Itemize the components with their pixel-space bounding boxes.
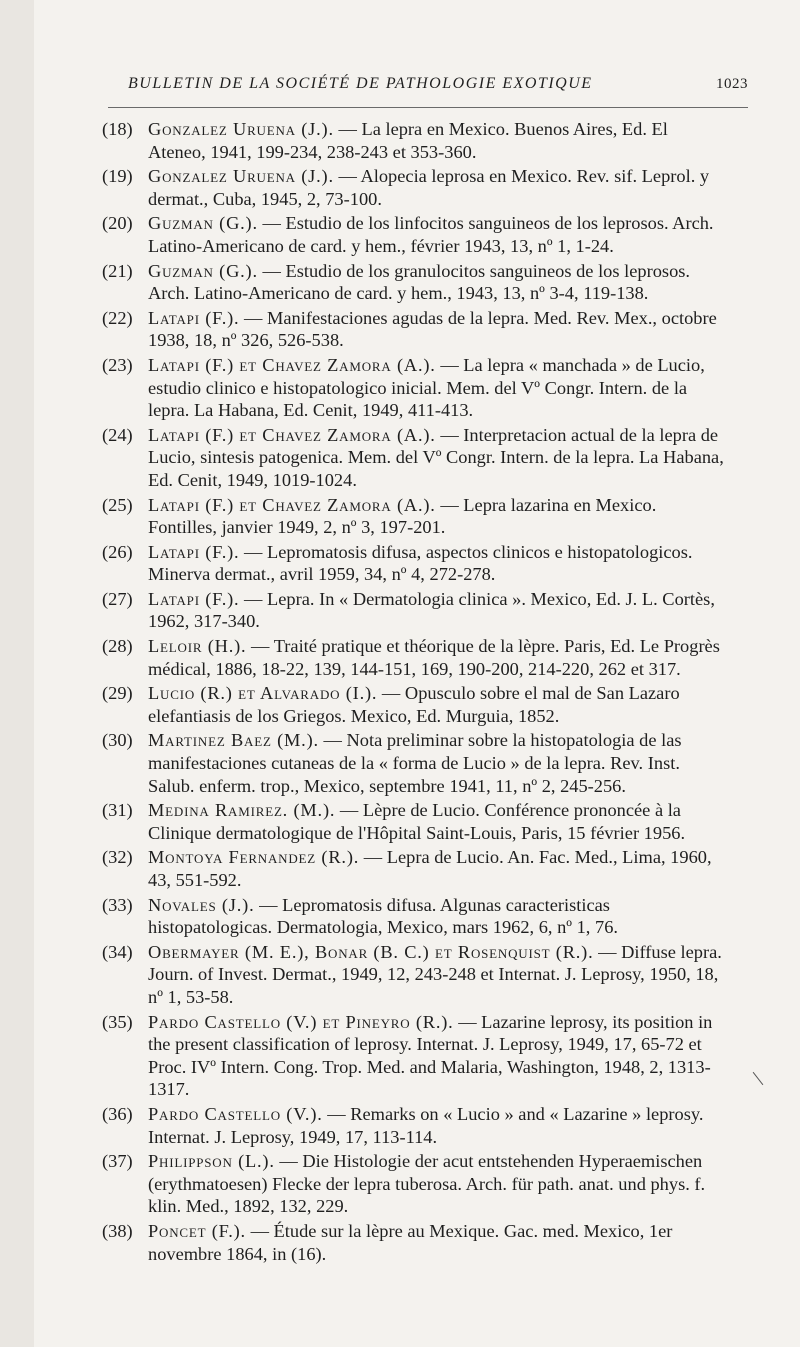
reference-text: — Lèpre de Lucio. Conférence prononcée à la Clinique dermatologique de l'Hôpital Saint-Louis, Paris, 15 février 1956. bbox=[148, 800, 686, 843]
reference-item bbox=[66, 212, 726, 257]
reference-number: (25) bbox=[102, 494, 133, 515]
reference-text: — Lepromatosis difusa. Algunas caracteristicas histopatologicas. Dermatologia, Mexico, mars 1962, 6, nº 1, 76. bbox=[148, 894, 618, 938]
reference-text: — La lepra en Mexico. Buenos Aires, Ed. El Ateneo, 1941, 199-234, 238-243 et 353-360. bbox=[148, 119, 668, 162]
reference-authors: Latapi (F.). bbox=[148, 588, 240, 609]
reference-authors: Latapi (F.) et Chavez Zamora (A.). bbox=[148, 494, 436, 515]
reference-authors: Latapi (F.). bbox=[148, 541, 240, 562]
reference-authors: Gonzalez Uruena (J.). bbox=[148, 119, 334, 139]
reference-item bbox=[66, 118, 726, 163]
reference-item bbox=[66, 1103, 726, 1148]
reference-text: — Diffuse lepra. Journ. of Invest. Dermat., 1949, 12, 243-248 et Internat. J. Leprosy, 1950, 18, nº 1, 53-58. bbox=[148, 941, 722, 1007]
reference-item bbox=[66, 494, 726, 539]
reference-authors: Pardo Castello (V.). bbox=[148, 1103, 323, 1124]
reference-text: — Lepromatosis difusa, aspectos clinicos e histopatologicos. Minerva dermat., avril 1959, 34, nº 4, 272-278. bbox=[148, 541, 693, 585]
reference-authors: Obermayer (M. E.), Bonar (B. C.) et Rosenquist (R.). bbox=[148, 941, 594, 962]
reference-item bbox=[66, 941, 726, 1009]
reference-authors: Leloir (H.). bbox=[148, 636, 247, 657]
reference-text: — Manifestaciones agudas de la lepra. Med. Rev. Mex., octobre 1938, 18, nº 326, 526-538. bbox=[148, 307, 717, 351]
reference-item bbox=[66, 729, 726, 797]
reference-item bbox=[66, 799, 726, 844]
reference-authors: Montoya Fernandez (R.). bbox=[148, 847, 360, 868]
reference-text: — Étude sur la lèpre au Mexique. Gac. med. Mexico, 1er novembre 1864, in (16). bbox=[148, 1220, 673, 1264]
reference-text: — Die Histologie der acut entstehenden Hyperaemischen (erythmatoesen) Flecke der lepra tuberosa. Arch. für path. anat. und phys. f. klin. Med., 1892, 132, 229. bbox=[148, 1151, 706, 1217]
reference-number: (33) bbox=[102, 894, 133, 915]
reference-item bbox=[66, 894, 726, 939]
reference-text: — Remarks on « Lucio » and « Lazarine » leprosy. Internat. J. Leprosy, 1949, 17, 113-114. bbox=[148, 1103, 704, 1147]
reference-number: (38) bbox=[102, 1220, 133, 1241]
reference-text: — Lepra lazarina en Mexico. Fontilles, janvier 1949, 2, nº 3, 197-201. bbox=[148, 494, 657, 538]
reference-item bbox=[66, 635, 726, 680]
reference-number: (20) bbox=[102, 213, 133, 234]
reference-item bbox=[66, 354, 726, 422]
reference-authors: Novales (J.). bbox=[148, 894, 255, 915]
reference-authors: Lucio (R.) et Alvarado (I.). bbox=[148, 683, 378, 704]
reference-text: — Estudio de los linfocitos sanguineos de los leprosos. Arch. Latino-Americano de card. y hem., février 1943, 13, nº 1, 1-24. bbox=[148, 213, 714, 256]
reference-authors: Philippson (L.). bbox=[148, 1151, 275, 1172]
reference-number: (21) bbox=[102, 260, 133, 281]
reference-authors: Gonzalez Uruena (J.). bbox=[148, 166, 334, 187]
reference-number: (19) bbox=[102, 166, 133, 187]
reference-authors: Poncet (F.). bbox=[148, 1220, 246, 1241]
reference-item bbox=[66, 165, 726, 210]
reference-number: (22) bbox=[102, 307, 133, 328]
reference-number: (36) bbox=[102, 1103, 133, 1124]
reference-authors: Latapi (F.). bbox=[148, 307, 240, 328]
reference-authors: Martinez Baez (M.). bbox=[148, 730, 319, 751]
reference-number: (30) bbox=[102, 730, 133, 751]
reference-number: (31) bbox=[102, 800, 133, 821]
reference-authors: Pardo Castello (V.) et Pineyro (R.). bbox=[148, 1011, 454, 1032]
reference-authors: Latapi (F.) et Chavez Zamora (A.). bbox=[148, 354, 436, 375]
reference-text: — Estudio de los granulocitos sanguineos de los leprosos. Arch. Latino-Americano de card. y hem., 1943, 13, nº 3-4, 119-138. bbox=[148, 260, 691, 304]
reference-text: — Lazarine leprosy, its position in the present classification of leprosy. Internat. J. Leprosy, 1949, 17, 65-72 et Proc. IVº Intern. Cong. Trop. Med. and Malaria, Washington, 1948, 2, 1313-1317. bbox=[148, 1011, 713, 1100]
reference-text: — Lepra. In « Dermatologia clinica ». Mexico, Ed. J. L. Cortès, 1962, 317-340. bbox=[148, 588, 715, 632]
reference-number: (29) bbox=[102, 683, 133, 704]
reference-number: (34) bbox=[102, 941, 133, 962]
reference-number: (27) bbox=[102, 588, 133, 609]
reference-text: — Nota preliminar sobre la histopatologia de las manifestaciones cutaneas de la « forma de Lucio » de la lepra. Rev. Inst. Salub. enferm. trop., Mexico, septembre 1941, 11, nº 2, 245-256. bbox=[148, 730, 682, 796]
reference-number: (23) bbox=[102, 354, 133, 375]
reference-item bbox=[66, 588, 726, 633]
reference-item bbox=[66, 682, 726, 727]
running-header bbox=[128, 75, 748, 105]
reference-authors: Medina Ramirez. (M.). bbox=[148, 800, 336, 821]
reference-number: (32) bbox=[102, 847, 133, 868]
reference-authors: Guzman (G.). bbox=[148, 260, 258, 281]
reference-item bbox=[66, 846, 726, 891]
reference-text: — Traité pratique et théorique de la lèpre. Paris, Ed. Le Progrès médical, 1886, 18-22, 139, 144-151, 169, 190-200, 214-220, 262 et 317. bbox=[148, 636, 720, 679]
reference-number: (35) bbox=[102, 1011, 133, 1032]
reference-item bbox=[66, 260, 726, 305]
reference-number: (18) bbox=[102, 119, 133, 139]
reference-text: — Interpretacion actual de la lepra de Lucio, sintesis patogenica. Mem. del Vº Congr. Intern. de la lepra. La Habana, Ed. Cenit, 1949, 1019-1024. bbox=[148, 424, 724, 490]
reference-item bbox=[66, 1011, 726, 1101]
reference-item bbox=[66, 541, 726, 586]
reference-number: (37) bbox=[102, 1151, 133, 1172]
reference-item bbox=[66, 1220, 726, 1265]
reference-text: — Lepra de Lucio. An. Fac. Med., Lima, 1960, 43, 551-592. bbox=[148, 847, 712, 890]
reference-item bbox=[66, 424, 726, 492]
reference-item bbox=[66, 307, 726, 352]
journal-title: BULLETIN DE LA SOCIÉTÉ DE PATHOLOGIE EXOTIQUE bbox=[128, 75, 593, 92]
reference-text: — La lepra « manchada » de Lucio, estudio clinico e histopatologico inicial. Mem. del Vº Congr. Intern. de la lepra. La Habana, Ed. Cenit, 1949, 411-413. bbox=[148, 354, 705, 421]
page-number: 1023 bbox=[716, 76, 748, 92]
header-rule bbox=[108, 107, 748, 108]
reference-text: — Alopecia leprosa en Mexico. Rev. sif. Leprol. y dermat., Cuba, 1945, 2, 73-100. bbox=[148, 166, 710, 209]
reference-item bbox=[66, 1150, 726, 1218]
reference-authors: Guzman (G.). bbox=[148, 213, 258, 234]
reference-text: — Opusculo sobre el mal de San Lazaro elefantiasis de los Griegos. Mexico, Ed. Murguia, 1852. bbox=[148, 683, 680, 726]
reference-list bbox=[66, 118, 726, 1267]
reference-number: (24) bbox=[102, 424, 133, 445]
reference-number: (28) bbox=[102, 636, 133, 657]
reference-authors: Latapi (F.) et Chavez Zamora (A.). bbox=[148, 424, 436, 445]
reference-number: (26) bbox=[102, 541, 133, 562]
